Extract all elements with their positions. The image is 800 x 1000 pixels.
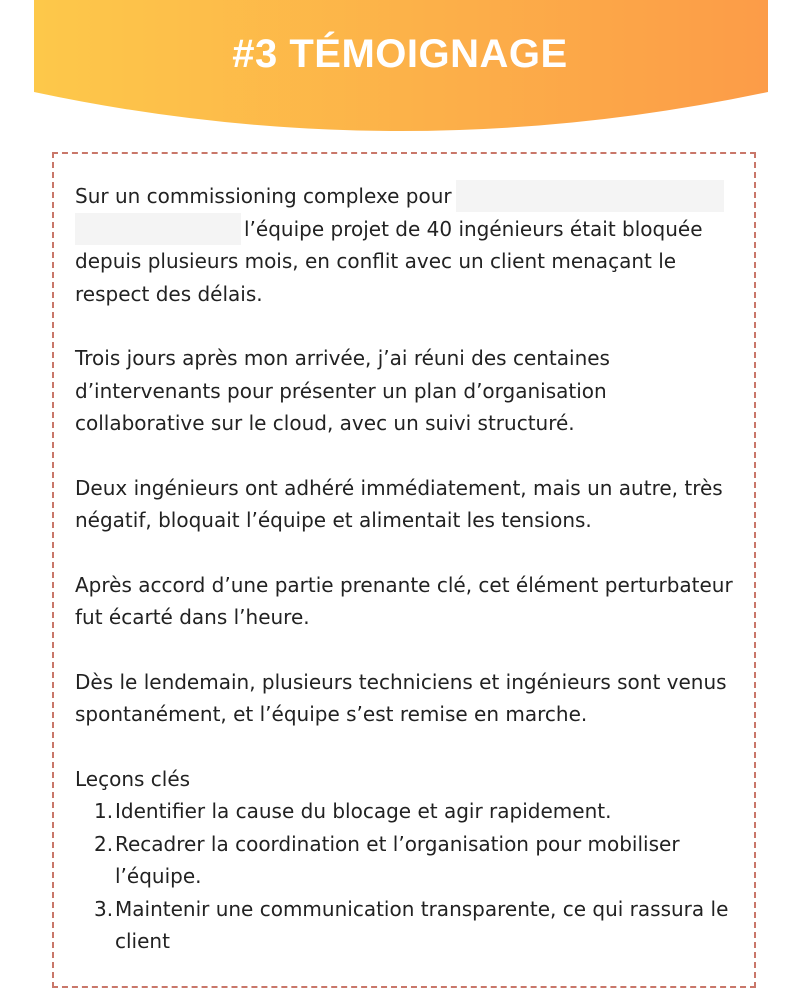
lesson-item — [75, 893, 735, 958]
paragraph-context-rest: l’équipe projet de 40 ingénieurs était bloquée depuis plusieurs mois, en conflit avec un client menaçant le respect des délais. — [75, 216, 703, 306]
lesson-text: Identifier la cause du blocage et agir rapidement. — [115, 799, 612, 823]
paragraph-result: Dès le lendemain, plusieurs techniciens et ingénieurs sont venus spontanément, et l’équipe s’est remise en marche. — [75, 669, 727, 726]
paragraph-context — [75, 180, 735, 310]
lesson-item — [75, 795, 735, 828]
redacted-block — [75, 213, 241, 245]
page-title: #3 TÉMOIGNAGE — [232, 32, 568, 76]
testimonial-body — [75, 180, 735, 958]
paragraph-reaction: Deux ingénieurs ont adhéré immédiatement, mais un autre, très négatif, bloquait l’équipe et alimentait les tensions. — [75, 475, 723, 532]
lesson-item — [75, 828, 735, 893]
lesson-text: Maintenir une communication transparente, ce qui rassura le client — [115, 896, 729, 953]
lesson-number: 2. — [94, 831, 114, 856]
paragraph-action: Trois jours après mon arrivée, j’ai réuni des centaines d’intervenants pour présenter un plan d’organisation collaborative sur le cloud, avec un suivi structuré. — [75, 346, 610, 435]
lessons-list — [75, 795, 735, 958]
lesson-number: 1. — [94, 799, 114, 823]
lesson-text: Recadrer la coordination et l’organisation pour mobiliser l’équipe. — [115, 831, 680, 888]
lessons-heading: Leçons clés — [75, 766, 191, 791]
paragraph-context-start: Sur un commissioning complexe pour — [75, 184, 452, 208]
redacted-block — [456, 180, 724, 212]
paragraph-decision: Après accord d’une partie prenante clé, cet élément perturbateur fut écarté dans l’heure. — [75, 572, 733, 629]
lesson-number: 3. — [94, 896, 114, 921]
